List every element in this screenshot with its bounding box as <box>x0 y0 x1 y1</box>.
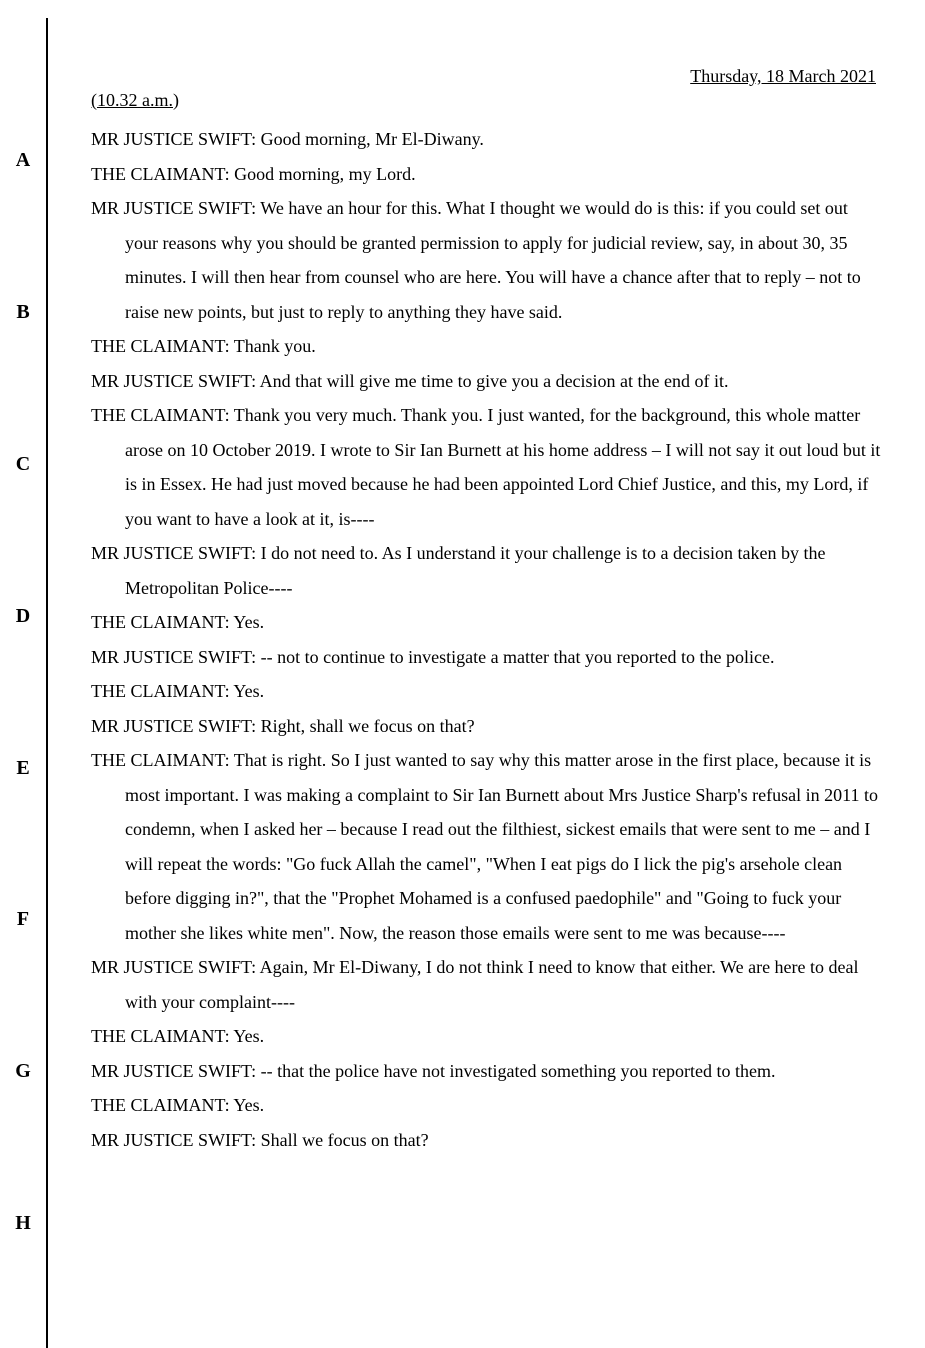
margin-letter-e: E <box>16 757 30 779</box>
margin-rule <box>46 18 48 1348</box>
transcript-paragraph: MR JUSTICE SWIFT: Right, shall we focus on that? <box>91 715 475 736</box>
start-time-close: ) <box>173 90 179 110</box>
transcript-paragraph: THE CLAIMANT: Thank you. <box>91 336 316 356</box>
transcript-paragraph: THE CLAIMANT: Yes. <box>91 1095 265 1115</box>
transcript-paragraph: MR JUSTICE SWIFT: Good morning, Mr El-Diwany. <box>91 129 484 149</box>
transcript-paragraph: MR JUSTICE SWIFT: Again, Mr El-Diwany, I do not think I need to know that either. We are here to deal with your complaint---- <box>91 957 859 1012</box>
transcript-paragraph: MR JUSTICE SWIFT: -- not to continue to investigate a matter that you reported to the police. <box>91 646 775 667</box>
start-time-value: 10.32 a.m. <box>97 90 173 110</box>
margin-letter-b: B <box>16 301 30 323</box>
transcript <box>91 88 881 1157</box>
transcript-paragraph: THE CLAIMANT: Thank you very much. Thank you. I just wanted, for the background, this whole matter arose on 10 October 2019. I wrote to Sir Ian Burnett at his home address – I will not say it out loud but it is in Essex. He had just moved because he had been appointed Lord Chief Justice, and this, my Lord, if you want to have a look at it, is---- <box>91 405 881 529</box>
transcript-paragraph: MR JUSTICE SWIFT: Shall we focus on that? <box>91 1129 429 1150</box>
transcript-paragraph: MR JUSTICE SWIFT: We have an hour for this. What I thought we would do is this: if you could set out your reasons why you should be granted permission to apply for judicial review, say, in about 30, 35 minutes. I will then hear from counsel who are here. You will have a chance after that to reply – not to raise new points, but just to reply to anything they have said. <box>91 198 861 322</box>
margin-letter-h: H <box>15 1212 31 1234</box>
transcript-paragraph: THE CLAIMANT: Good morning, my Lord. <box>91 163 416 184</box>
transcript-paragraph: MR JUSTICE SWIFT: -- that the police have not investigated something you reported to them. <box>91 1060 776 1081</box>
transcript-paragraph: MR JUSTICE SWIFT: I do not need to. As I understand it your challenge is to a decision taken by the Metropolitan Police---- <box>91 543 826 598</box>
margin-letter-g: G <box>15 1060 31 1082</box>
hearing-date: Thursday, 18 March 2021 <box>690 66 876 86</box>
transcript-paragraph: THE CLAIMANT: Yes. <box>91 1026 265 1046</box>
start-time <box>91 88 881 112</box>
margin-letter-f: F <box>16 908 30 930</box>
margin-letter-a: A <box>15 149 31 171</box>
transcript-paragraph: THE CLAIMANT: Yes. <box>91 612 265 632</box>
start-time-open: ( <box>91 90 97 110</box>
transcript-paragraph: MR JUSTICE SWIFT: And that will give me time to give you a decision at the end of it. <box>91 370 729 391</box>
margin-letter-c: C <box>15 453 31 475</box>
transcript-paragraph: THE CLAIMANT: Yes. <box>91 681 265 701</box>
margin-letter-d: D <box>15 605 31 627</box>
transcript-paragraph: THE CLAIMANT: That is right. So I just wanted to say why this matter arose in the first place, because it is most important. I was making a complaint to Sir Ian Burnett about Mrs Justice Sharp's refusal in 2011 to condemn, when I asked her – because I read out the filthiest, sickest emails that were sent to me – and I will repeat the words: "Go fuck Allah the camel", "When I eat pigs do I lick the pig's arsehole clean before digging in?", that the "Prophet Mohamed is a confused paedophile" and "Going to fuck your mother she likes white men". Now, the reason those emails were sent to me was because---- <box>91 750 878 943</box>
